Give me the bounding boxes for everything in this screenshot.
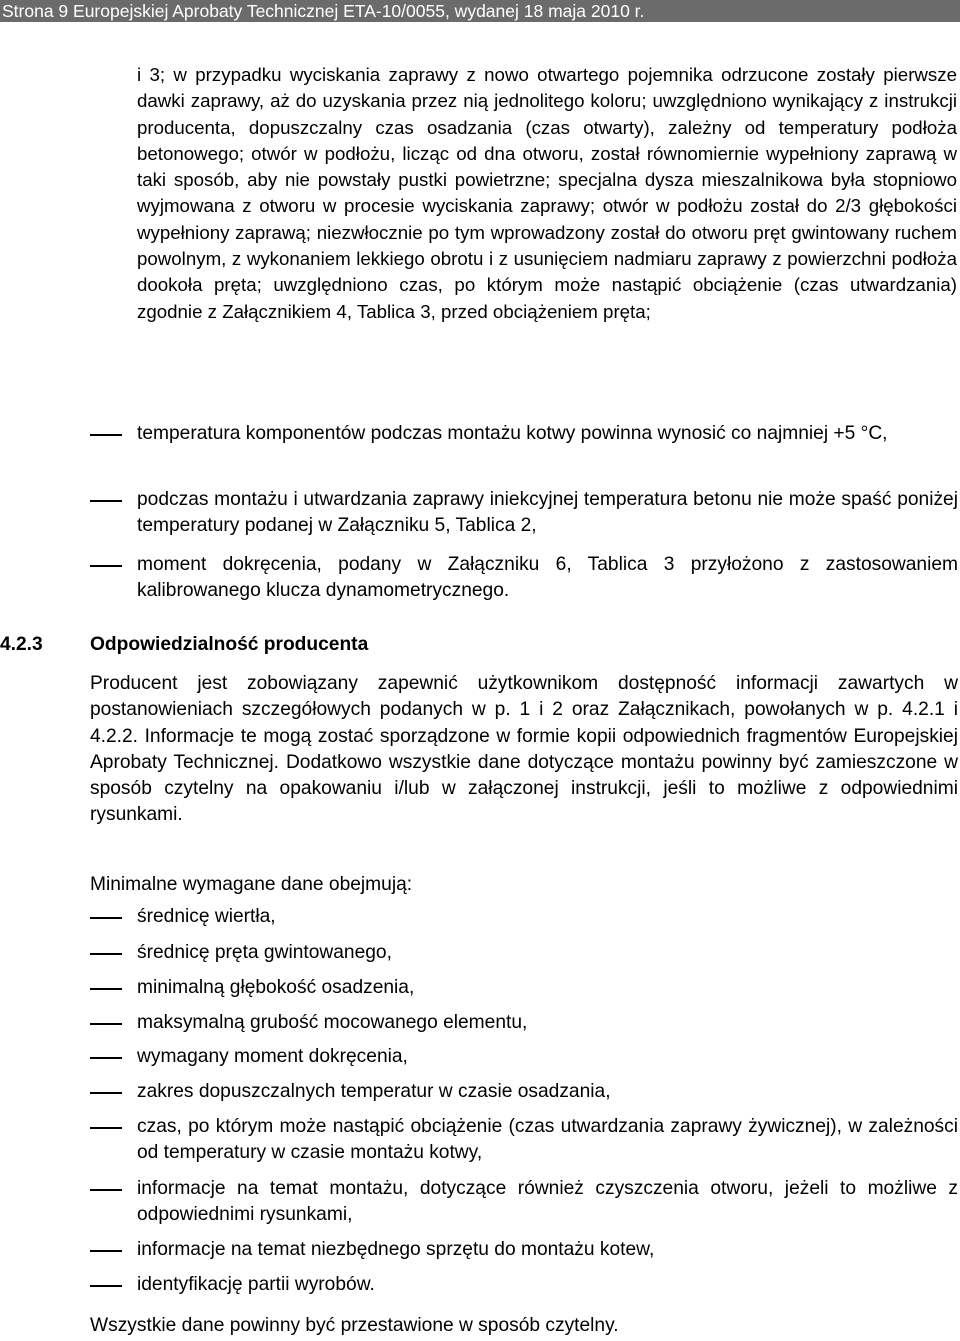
list-item-text: temperatura komponentów podczas montażu kotwy powinna wynosić co najmniej +5 °C,: [137, 423, 888, 444]
list-item-text: moment dokręcenia, podany w Załączniku 6, Tablica 3 przyłożono z zastosowaniem kalibrowanego klucza dynamometrycznego.: [137, 554, 958, 602]
list-item-text: minimalną głębokość osadzenia,: [137, 977, 415, 998]
list-intro: Minimalne wymagane dane obejmują:: [90, 874, 413, 895]
list-item-text: informacje na temat montażu, dotyczące również czyszczenia otworu, jeżeli to możliwe z odpowiednimi rysunkami,: [137, 1178, 958, 1226]
list-item: [90, 1114, 958, 1167]
list-item: [90, 1176, 958, 1229]
list-item: [90, 904, 958, 930]
list-item: [90, 1044, 958, 1070]
dash-bullet-icon: [90, 917, 122, 919]
list-item-text: średnicę wiertła,: [137, 906, 276, 927]
dash-bullet-icon: [90, 434, 122, 436]
list-item: [90, 940, 958, 966]
closing-sentence: Wszystkie dane powinny być przestawione w sposób czytelny.: [90, 1315, 619, 1336]
list-item-text: podczas montażu i utwardzania zaprawy iniekcyjnej temperatura betonu nie może spaść poniżej temperatury podanej w Załączniku 5, Tablica 2,: [137, 489, 958, 537]
dash-bullet-icon: [90, 565, 122, 567]
dash-bullet-icon: [90, 1023, 122, 1025]
list-item-text: zakres dopuszczalnych temperatur w czasie osadzania,: [137, 1081, 611, 1102]
list-item: [90, 975, 958, 1001]
dash-bullet-icon: [90, 500, 122, 502]
dash-bullet-icon: [90, 988, 122, 990]
dash-bullet-icon: [90, 1285, 122, 1287]
dash-bullet-icon: [90, 1250, 122, 1252]
section-title: Odpowiedzialność producenta: [90, 634, 369, 655]
dash-bullet-icon: [90, 1092, 122, 1094]
list-item-text: wymagany moment dokręcenia,: [137, 1046, 408, 1067]
dash-bullet-icon: [90, 1189, 122, 1191]
list-item-text: maksymalną grubość mocowanego elementu,: [137, 1012, 528, 1033]
list-item: [90, 487, 958, 540]
section-paragraph: Producent jest zobowiązany zapewnić użytkownikom dostępność informacji zawartych w postanowieniach szczegółowych podanych w p. 1 i 2 oraz Załącznikach, powołanych w p. 4.2.1 i 4.2.2. Informacje te mogą zostać sporządzone w formie kopii odpowiednich fragmentów Europejskiej Aprobaty Technicznej. Dodatkowo wszystkie dane dotyczące montażu powinny być zamieszczone w sposób czytelny na opakowaniu i/lub w załączonej instrukcji, jeśli to możliwe z odpowiednimi rysunkami.: [90, 673, 958, 826]
list-item-text: średnicę pręta gwintowanego,: [137, 942, 392, 963]
list-item: [90, 1272, 958, 1298]
list-item: [90, 1237, 958, 1263]
list-item-text: identyfikację partii wyrobów.: [137, 1274, 375, 1295]
section-number: 4.2.3: [0, 634, 43, 655]
list-item-text: informacje na temat niezbędnego sprzętu do montażu kotew,: [137, 1239, 655, 1260]
list-item: [90, 1010, 958, 1036]
list-item-text: czas, po którym może nastąpić obciążenie (czas utwardzania zaprawy żywicznej), w zależności od temperatury w czasie montażu kotwy,: [137, 1116, 958, 1164]
list-item: [90, 421, 958, 447]
page-header: Strona 9 Europejskiej Aprobaty Technicznej ETA-10/0055, wydanej 18 maja 2010 r.: [0, 0, 960, 22]
continuation-paragraph: i 3; w przypadku wyciskania zaprawy z nowo otwartego pojemnika odrzucone zostały pierwsze dawki zaprawy, aż do uzyskania przez nią jednolitego koloru; uwzględniono wynikający z instrukcji producenta, dopuszczalny czas osadzania (czas otwarty), zależny od temperatury podłoża betonowego; otwór w podłożu, licząc od dna otworu, został równomiernie wypełniony zaprawą w taki sposób, aby nie powstały pustki powietrzne; specjalna dysza mieszalnikowa była stopniowo wyjmowana z otworu w procesie wyciskania zaprawy; otwór w podłożu został do 2/3 głębokości wypełniony zaprawą; niezwłocznie po tym wprowadzony został do otworu pręt gwintowany ruchem powolnym, z wykonaniem lekkiego obrotu i z usunięciem nadmiaru zaprawy z powierzchni podłoża dookoła pręta; uwzględniono czas, po którym może nastąpić obciążenie (czas utwardzania) zgodnie z Załącznikiem 4, Tablica 3, przed obciążeniem pręta;: [137, 64, 957, 322]
list-item: [90, 552, 958, 605]
dash-bullet-icon: [90, 1057, 122, 1059]
list-item: [90, 1079, 958, 1105]
dash-bullet-icon: [90, 953, 122, 955]
dash-bullet-icon: [90, 1127, 122, 1129]
